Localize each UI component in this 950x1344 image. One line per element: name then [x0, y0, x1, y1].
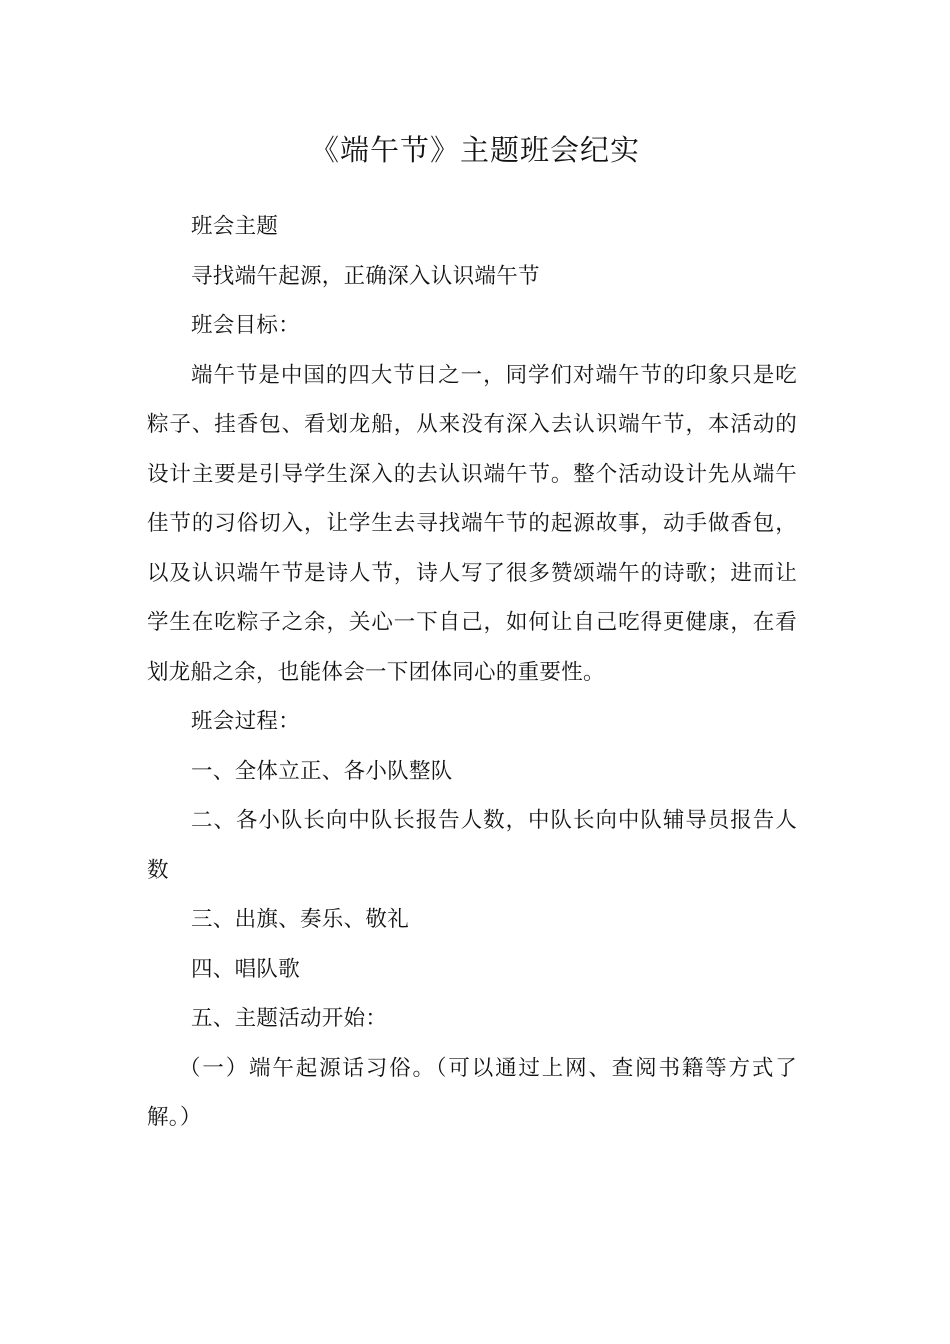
paragraph-step-1: 一、全体立正、各小队整队	[191, 758, 453, 784]
paragraph-meeting-theme: 寻找端午起源，正确深入认识端午节	[191, 263, 540, 289]
paragraph-meeting-process-heading: 班会过程：	[191, 709, 301, 734]
paragraph-meeting-goal: 端午节是中国的四大节日之一，同学们对端午节的印象只是吃粽子、挂香包、看划龙船，从来没有深入去认识端午节，本活动的设计主要是引导学生深入的去认识端午节。整个活动设计先从端午佳节的习俗切入，让学生去寻找端午节的起源故事，动手做香包，以及认识端午节是诗人节，诗人写了很多赞颂端午的诗歌；进而让学生在吃粽子之余，关心一下自己，如何让自己吃得更健康，在看划龙船之余，也能体会一下团体同心的重要性。	[147, 362, 797, 685]
document-title: 《端午节》主题班会纪实	[309, 133, 640, 167]
document-body	[147, 202, 797, 1143]
paragraph-substep-1: （一）端午起源话习俗。（可以通过上网、查阅书籍等方式了解。）	[147, 1055, 797, 1130]
paragraph-meeting-goal-heading: 班会目标：	[191, 313, 301, 338]
paragraph-step-2: 二、各小队长向中队长报告人数，中队长向中队辅导员报告人数	[147, 808, 797, 883]
paragraph-step-3: 三、出旗、奏乐、敬礼	[191, 907, 410, 932]
paragraph-step-5: 五、主题活动开始：	[191, 1006, 388, 1031]
paragraph-meeting-theme-heading: 班会主题	[191, 214, 279, 239]
paragraph-step-4: 四、唱队歌	[191, 956, 301, 982]
